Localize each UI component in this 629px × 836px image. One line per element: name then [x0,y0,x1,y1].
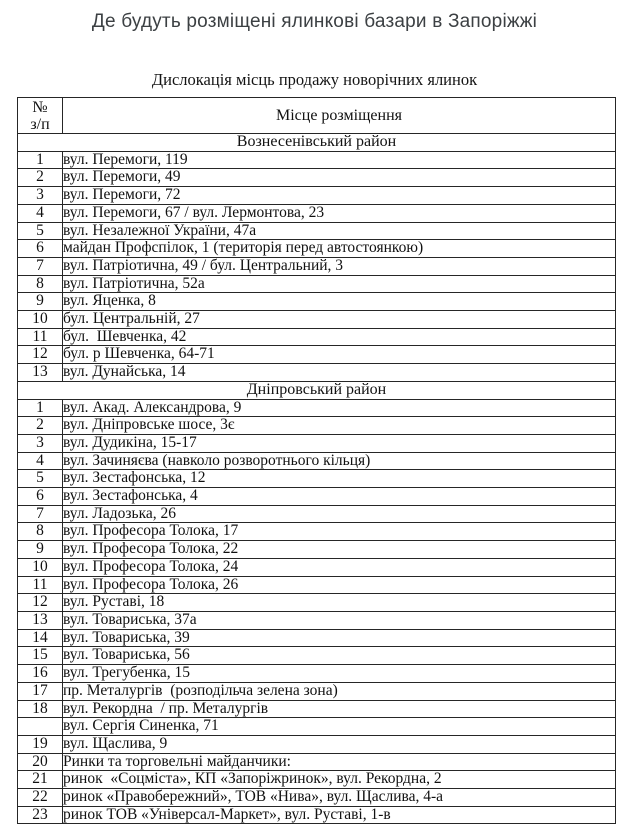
place-cell: ринок «Правобережний», ТОВ «Нива», вул. Щаслива, 4-а [63,789,616,807]
row-number-cell: 2 [18,169,63,187]
row-number-cell: 21 [18,771,63,789]
table-row [18,434,616,452]
place-cell: вул. Дніпровське шосе, 3є [63,417,616,435]
place-cell: вул. Професора Толока, 26 [63,576,616,594]
row-number-cell: 12 [18,346,63,364]
row-number-cell: 22 [18,789,63,807]
section-header: Дніпровський район [18,381,616,399]
table-row [18,452,616,470]
place-cell: вул. Дунайська, 14 [63,364,616,382]
place-cell: вул. Перемоги, 119 [63,151,616,169]
row-number-cell: 10 [18,311,63,329]
place-cell: вул. Яценка, 8 [63,293,616,311]
table-row [18,576,616,594]
table-row [18,257,616,275]
place-cell: вул. Патріотична, 52а [63,275,616,293]
table-row [18,505,616,523]
number-header-line2: з/п [30,115,50,133]
table-row [18,700,616,718]
place-cell: вул. Незалежної України, 47а [63,222,616,240]
row-number-cell: 8 [18,523,63,541]
row-number-cell: 18 [18,700,63,718]
table-row [18,789,616,807]
row-number-cell: 9 [18,541,63,559]
place-cell: вул. Професора Толока, 17 [63,523,616,541]
table-row [18,293,616,311]
place-cell: вул. Зестафонська, 12 [63,470,616,488]
row-number-cell: 17 [18,682,63,700]
place-cell: Ринки та торговельні майданчики: [63,753,616,771]
row-number-cell: 9 [18,293,63,311]
table-row [18,594,616,612]
table-row [18,275,616,293]
table-row [18,311,616,329]
place-cell: пр. Металургів (розподільча зелена зона) [63,682,616,700]
table-row [18,187,616,205]
table-body [18,134,616,824]
section-header-row [18,381,616,399]
row-number-cell: 1 [18,151,63,169]
place-cell: ринок ТОВ «Універсал-Маркет», вул. Руставі, 1-в [63,806,616,824]
row-number-cell: 23 [18,806,63,824]
table-row [18,222,616,240]
row-number-cell: 5 [18,222,63,240]
table-caption: Дислокація місць продажу новорічних ялинок [151,70,478,89]
row-number-cell [18,718,63,736]
row-number-cell: 20 [18,753,63,771]
row-number-cell: 6 [18,240,63,258]
row-number-cell: 3 [18,187,63,205]
table-row [18,665,616,683]
place-cell: вул. Товариська, 56 [63,647,616,665]
place-cell: вул. Зачиняєва (навколо розворотнього кільця) [63,452,616,470]
row-number-cell: 7 [18,505,63,523]
place-cell: вул. Трегубенка, 15 [63,665,616,683]
place-cell: вул. Руставі, 18 [63,594,616,612]
place-cell: вул. Перемоги, 72 [63,187,616,205]
table-row [18,611,616,629]
table-row [18,240,616,258]
row-number-cell: 14 [18,629,63,647]
table-header [18,98,616,134]
page-title: Де будуть розміщені ялинкові базари в Запоріжжі [91,11,538,32]
table-row [18,523,616,541]
row-number-cell: 10 [18,558,63,576]
table-row [18,346,616,364]
row-number-cell: 16 [18,665,63,683]
place-cell: бул. Шевченка, 42 [63,328,616,346]
row-number-cell: 2 [18,417,63,435]
row-number-cell: 12 [18,594,63,612]
place-cell: вул. Акад. Александрова, 9 [63,399,616,417]
table-row [18,735,616,753]
table-row [18,718,616,736]
locations-table [17,97,616,824]
section-header-row [18,134,616,152]
table-row [18,417,616,435]
table-row [18,364,616,382]
row-number-cell: 13 [18,611,63,629]
table-row [18,541,616,559]
table-row [18,151,616,169]
table-row [18,753,616,771]
row-number-cell: 3 [18,434,63,452]
row-number-cell: 7 [18,257,63,275]
table-row [18,682,616,700]
table-row [18,204,616,222]
row-number-cell: 11 [18,328,63,346]
row-number-cell: 4 [18,204,63,222]
table-row [18,470,616,488]
place-cell: вул. Перемоги, 49 [63,169,616,187]
table-row [18,328,616,346]
header-cell-place: Місце розміщення [63,98,616,134]
table-row [18,771,616,789]
header-row [18,98,616,134]
place-cell: вул. Патріотична, 49 / бул. Центральний, 3 [63,257,616,275]
row-number-cell: 15 [18,647,63,665]
table-row [18,558,616,576]
number-header-label [18,99,62,133]
table-row [18,806,616,824]
place-cell: вул. Перемоги, 67 / вул. Лермонтова, 23 [63,204,616,222]
place-cell: вул. Сергія Синенка, 71 [63,718,616,736]
place-cell: вул. Зестафонська, 4 [63,488,616,506]
table-row [18,647,616,665]
table-row [18,399,616,417]
row-number-cell: 13 [18,364,63,382]
row-number-cell: 19 [18,735,63,753]
table-row [18,169,616,187]
place-cell: вул. Товариська, 37а [63,611,616,629]
row-number-cell: 11 [18,576,63,594]
table-row [18,488,616,506]
place-cell: вул. Професора Толока, 24 [63,558,616,576]
place-cell: вул. Товариська, 39 [63,629,616,647]
number-header-line1: № [32,98,48,116]
row-number-cell: 5 [18,470,63,488]
row-number-cell: 4 [18,452,63,470]
section-header: Вознесенівський район [18,134,616,152]
place-cell: ринок «Соцміста», КП «Запоріжринок», вул. Рекордна, 2 [63,771,616,789]
place-cell: вул. Рекордна / пр. Металургів [63,700,616,718]
row-number-cell: 1 [18,399,63,417]
place-cell: вул. Дудикіна, 15-17 [63,434,616,452]
row-number-cell: 6 [18,488,63,506]
place-cell: вул. Професора Толока, 22 [63,541,616,559]
row-number-cell: 8 [18,275,63,293]
place-cell: бул. р Шевченка, 64-71 [63,346,616,364]
place-cell: майдан Профспілок, 1 (територія перед автостоянкою) [63,240,616,258]
table-row [18,629,616,647]
header-cell-number [18,98,63,134]
place-cell: вул. Щаслива, 9 [63,735,616,753]
place-cell: бул. Центральній, 27 [63,311,616,329]
place-cell: вул. Ладозька, 26 [63,505,616,523]
